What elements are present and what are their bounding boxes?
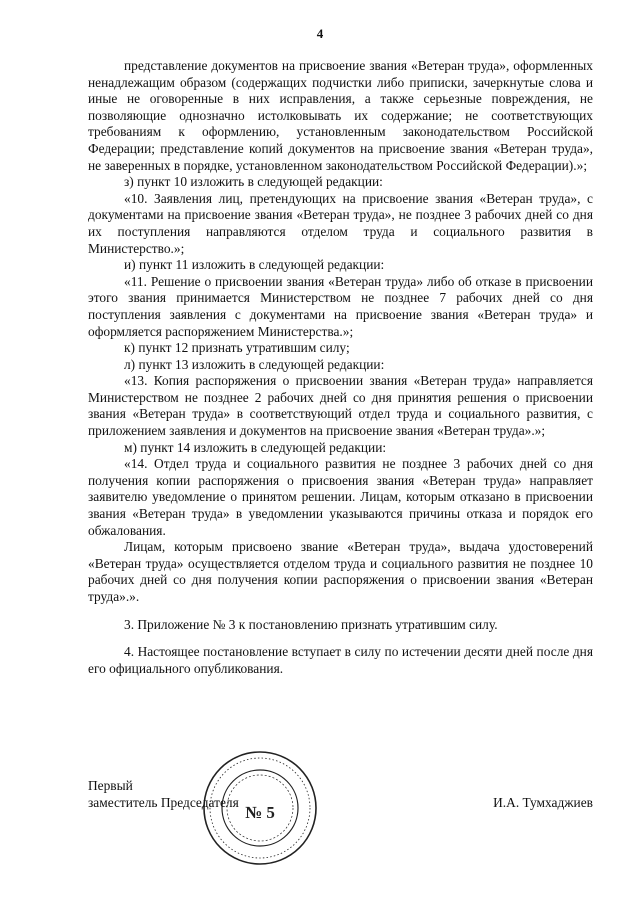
paragraph-12: 3. Приложение № 3 к постановлению признать утратившим силу. bbox=[124, 616, 498, 632]
paragraph-7: л) пункт 13 изложить в следующей редакции: bbox=[124, 356, 385, 372]
paragraph-13: 4. Настоящее постановление вступает в силу по истечении десяти дней после дня его официального опубликования. bbox=[88, 644, 593, 676]
signatory-title-line-1: Первый bbox=[88, 778, 133, 793]
paragraph-3: «10. Заявления лиц, претендующих на присвоение звания «Ветеран труда», с документами на присвоение звания «Ветеран труда», не позднее 3 рабочих дней со дня их поступления направляются отделом труда и социального развития в Министерство.»; bbox=[88, 190, 593, 256]
signatory-name: И.А. Тумхаджиев bbox=[493, 795, 593, 810]
signatory-title bbox=[88, 778, 348, 811]
paragraph-8: «13. Копия распоряжения о присвоении звания «Ветеран труда» направляется Министерством не позднее 2 рабочих дней со дня принятия решения о присвоении звания «Ветеран труда» в соответствующий отдел труда и социального развития, с приложением заявления и документов на присвоение звания «Ветеран труда».»; bbox=[88, 373, 593, 439]
paragraph-1: представление документов на присвоение звания «Ветеран труда», оформленных ненадлежащим образом (содержащих подчистки либо приписки, зачеркнутые слова и иные не оговоренные в них исправления, а также серьезные повреждения, не позволяющие однозначно истолковывать их содержание; не соответствующих требованиям к оформлению, установленным законодательством Российской Федерации; представление копий документов на присвоение звания «Ветеран труда», не заверенных в порядке, установленном законодательством Российской Федерации).»; bbox=[88, 58, 593, 173]
paragraph-9: м) пункт 14 изложить в следующей редакции: bbox=[124, 439, 387, 455]
page-number: 4 bbox=[316, 26, 324, 41]
paragraph-6: к) пункт 12 признать утратившим силу; bbox=[124, 340, 350, 356]
document-body bbox=[88, 58, 593, 677]
signatory-title-line-2: заместитель Председателя bbox=[88, 794, 239, 810]
paragraph-4: и) пункт 11 изложить в следующей редакции: bbox=[124, 257, 385, 273]
paragraph-10: «14. Отдел труда и социального развития не позднее 3 рабочих дней со дня получения копии распоряжения о присвоения звания «Ветеран труда» направляет заявителю уведомление о принятом решении. Лицам, которым отказано в присвоении звания «Ветеран труда» в уведомлении указываются причины отказа и порядок его обжалования. bbox=[88, 456, 593, 538]
stamp-number: № 5 bbox=[245, 803, 275, 822]
paragraph-5: «11. Решение о присвоении звания «Ветеран труда» либо об отказе в присвоении этого звания принимается Министерством не позднее 7 рабочих дней со дня поступления заявления с документами на присвоение звания «Ветеран труда» и оформляется распоряжением Министерства.»; bbox=[88, 273, 593, 339]
paragraph-11: Лицам, которым присвоено звание «Ветеран труда», выдача удостоверений «Ветеран труда» осуществляется отделом труда и социального развития не позднее 10 рабочих дней со дня получения копии распоряжения о присвоении звания «Ветеран труда».». bbox=[88, 539, 593, 604]
paragraph-2: з) пункт 10 изложить в следующей редакции: bbox=[124, 174, 383, 190]
